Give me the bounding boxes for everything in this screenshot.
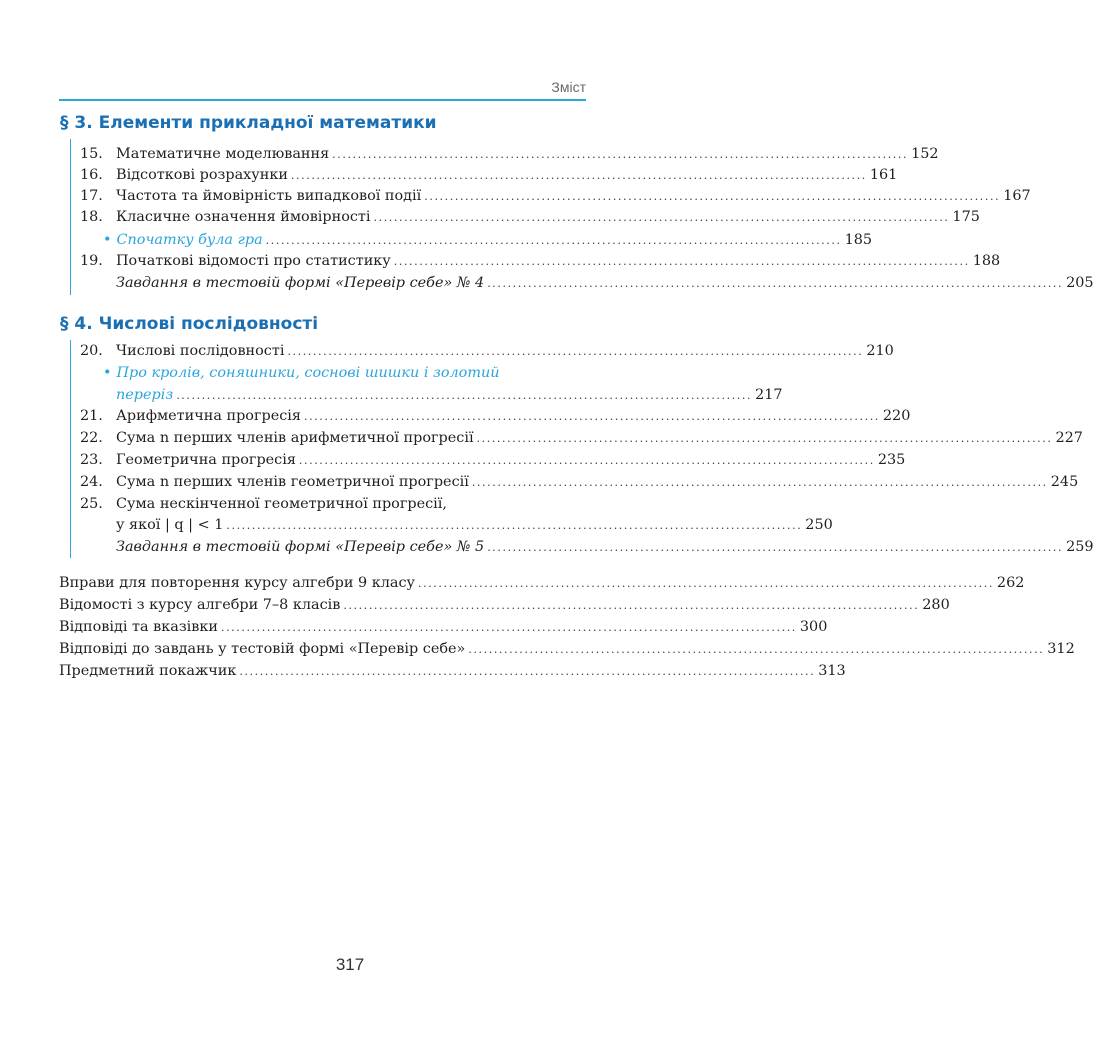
bullet-icon: • xyxy=(103,232,112,248)
entry-title: Сума n перших членів арифметичної прогресії xyxy=(116,430,474,446)
toc-entry-22 xyxy=(80,427,1083,449)
dot-leader: ................................................................................................................. xyxy=(303,410,880,423)
entry-title: Частота та ймовірність випадкової події xyxy=(116,188,422,204)
entry-title: переріз xyxy=(116,387,174,403)
entry-page: 175 xyxy=(952,209,980,225)
entry-title: Сума n перших членів геометричної прогресії xyxy=(116,474,469,490)
section-rule-4 xyxy=(70,340,71,558)
entry-number: 15. xyxy=(80,146,103,162)
entry-title: Геометрична прогресія xyxy=(116,452,296,468)
entry-title: Відповіді до завдань у тестовій формі «Перевір себе» xyxy=(59,641,466,657)
appendix-entry-answers xyxy=(59,616,828,638)
dot-leader: ................................................................................................................. xyxy=(265,234,842,247)
toc-entry-16 xyxy=(80,164,898,186)
entry-title: Математичне моделювання xyxy=(116,146,330,162)
toc-entry-extra-golden-ratio-line1 xyxy=(103,362,586,384)
entry-title: у якої | q | < 1 xyxy=(116,517,224,533)
entry-page: 262 xyxy=(996,575,1025,591)
entry-page: 227 xyxy=(1055,430,1083,446)
dot-leader: ................................................................................................................. xyxy=(373,211,950,224)
entry-title: Відомості з курсу алгебри 7–8 класів xyxy=(59,597,341,613)
toc-entry-25 xyxy=(116,514,833,536)
dot-leader: ................................................................................................................. xyxy=(418,577,994,590)
running-header: Зміст xyxy=(551,79,586,95)
entry-title: Завдання в тестовій формі «Перевір себе» № 4 xyxy=(116,275,485,291)
entry-number: 20. xyxy=(80,343,103,359)
entry-number: 19. xyxy=(80,253,103,269)
entry-page: 220 xyxy=(882,408,911,424)
entry-page: 217 xyxy=(755,387,783,403)
section-rule-3 xyxy=(70,139,71,295)
entry-page: 188 xyxy=(972,253,1001,269)
toc-entry-extra-golden-ratio xyxy=(116,384,783,406)
entry-title: Завдання в тестовій формі «Перевір себе» № 5 xyxy=(116,539,485,555)
entry-number: 25. xyxy=(80,496,103,512)
toc-entry-15 xyxy=(80,143,939,165)
dot-leader: ................................................................................................................. xyxy=(343,599,920,612)
dot-leader: ................................................................................................................. xyxy=(290,169,867,182)
dot-leader: ................................................................................................................. xyxy=(287,345,864,358)
appendix-entry-exercises xyxy=(59,572,1025,594)
entry-title: Спочатку була гра xyxy=(116,232,263,248)
page-number: 317 xyxy=(335,955,365,974)
toc-entry-23 xyxy=(80,449,906,471)
entry-page: 205 xyxy=(1066,275,1094,291)
bullet-icon: • xyxy=(103,365,112,381)
entry-page: 235 xyxy=(877,452,906,468)
entry-number: 24. xyxy=(80,474,103,490)
entry-title-line1: Сума нескінченної геометричної прогресії, xyxy=(116,496,447,512)
entry-number: 17. xyxy=(80,188,103,204)
entry-title-line1: Про кролів, соняшники, соснові шишки і золотий xyxy=(116,365,500,381)
entry-title: Предметний покажчик xyxy=(59,663,237,679)
entry-title: Початкові відомості про статистику xyxy=(116,253,391,269)
dot-leader: ................................................................................................................. xyxy=(487,541,1064,554)
entry-number: 22. xyxy=(80,430,103,446)
appendix-entry-test-answers xyxy=(59,638,1075,660)
entry-title: Відсоткові розрахунки xyxy=(116,167,288,183)
appendix-entry-index xyxy=(59,660,846,682)
entry-title: Арифметична прогресія xyxy=(116,408,301,424)
entry-page: 250 xyxy=(805,517,833,533)
dot-leader: ................................................................................................................. xyxy=(176,389,753,402)
toc-entry-test-4 xyxy=(116,272,1094,294)
dot-leader: ................................................................................................................. xyxy=(424,190,1001,203)
entry-title: Відповіді та вказівки xyxy=(59,619,218,635)
entry-number: 21. xyxy=(80,408,103,424)
dot-leader: ................................................................................................................. xyxy=(476,432,1053,445)
entry-number: 16. xyxy=(80,167,103,183)
entry-title: Числові послідовності xyxy=(116,343,285,359)
section-heading-4: § 4. Числові послідовності xyxy=(60,314,319,334)
entry-title: Класичне означення ймовірності xyxy=(116,209,371,225)
entry-page: 152 xyxy=(911,146,939,162)
entry-page: 210 xyxy=(866,343,894,359)
entry-page: 259 xyxy=(1066,539,1094,555)
entry-page: 161 xyxy=(869,167,898,183)
entry-page: 312 xyxy=(1047,641,1075,657)
toc-entry-25-line1 xyxy=(80,493,586,515)
entry-page: 300 xyxy=(799,619,828,635)
toc-entry-19 xyxy=(80,250,1001,272)
header-rule xyxy=(59,99,586,101)
dot-leader: ................................................................................................................. xyxy=(393,255,970,268)
dot-leader: ................................................................................................................. xyxy=(332,148,909,161)
dot-leader: ................................................................................................................. xyxy=(298,454,875,467)
toc-entry-20 xyxy=(80,340,894,362)
dot-leader: ................................................................................................................. xyxy=(471,476,1048,489)
dot-leader: ................................................................................................................. xyxy=(468,643,1045,656)
section-heading-3: § 3. Елементи прикладної математики xyxy=(60,113,437,133)
entry-title: Вправи для повторення курсу алгебри 9 класу xyxy=(59,575,415,591)
entry-page: 313 xyxy=(818,663,846,679)
toc-entry-extra-game xyxy=(103,229,873,251)
entry-page: 185 xyxy=(844,232,873,248)
entry-page: 167 xyxy=(1003,188,1031,204)
dot-leader: ................................................................................................................. xyxy=(487,277,1064,290)
entry-page: 245 xyxy=(1050,474,1079,490)
entry-number: 18. xyxy=(80,209,103,225)
toc-entry-17 xyxy=(80,185,1031,207)
toc-entry-18 xyxy=(80,206,980,228)
toc-entry-21 xyxy=(80,405,911,427)
toc-entry-24 xyxy=(80,471,1079,493)
dot-leader: ................................................................................................................. xyxy=(226,519,803,532)
entry-page: 280 xyxy=(922,597,950,613)
entry-number: 23. xyxy=(80,452,103,468)
appendix-entry-review xyxy=(59,594,950,616)
dot-leader: ................................................................................................................. xyxy=(220,621,797,634)
dot-leader: ................................................................................................................. xyxy=(239,665,816,678)
toc-entry-test-5 xyxy=(116,536,1094,558)
